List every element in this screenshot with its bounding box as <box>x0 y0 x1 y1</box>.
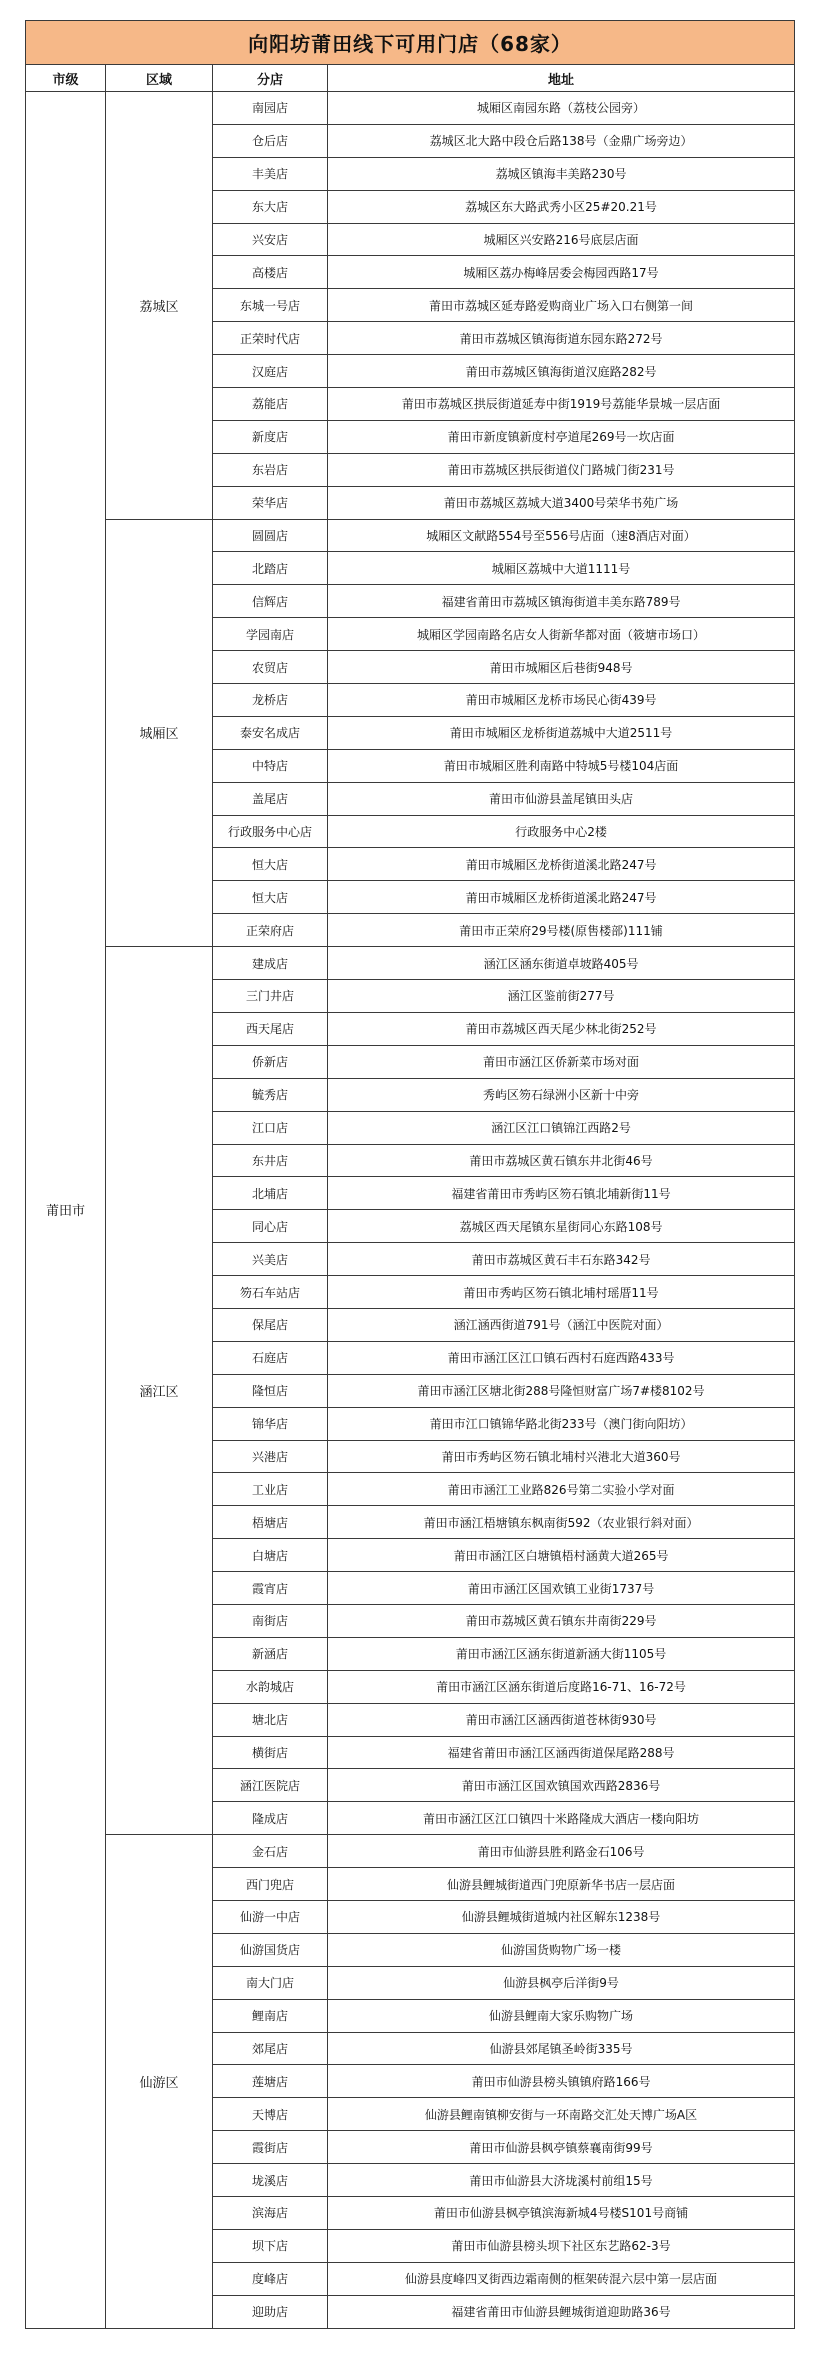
store-cell: 盖尾店 <box>213 782 328 815</box>
address-cell: 莆田市荔城区镇海街道东园东路272号 <box>328 322 795 355</box>
store-cell: 隆恒店 <box>213 1374 328 1407</box>
address-cell: 城厢区学园南路名店女人街新华都对面（筱塘市场口） <box>328 618 795 651</box>
address-cell: 城厢区荔城中大道1111号 <box>328 552 795 585</box>
area-cell: 仙游区 <box>106 1835 213 2328</box>
store-cell: 西天尾店 <box>213 1012 328 1045</box>
store-cell: 兴美店 <box>213 1243 328 1276</box>
store-cell: 仙游一中店 <box>213 1900 328 1933</box>
area-cell: 涵江区 <box>106 947 213 1835</box>
address-cell: 莆田市新度镇新度村亭道尾269号一坎店面 <box>328 420 795 453</box>
store-cell: 横街店 <box>213 1736 328 1769</box>
address-cell: 仙游县鲤南大家乐购物广场 <box>328 1999 795 2032</box>
store-cell: 笏石车站店 <box>213 1276 328 1309</box>
address-cell: 福建省莆田市涵江区涵西街道保尾路288号 <box>328 1736 795 1769</box>
store-cell: 农贸店 <box>213 651 328 684</box>
store-cell: 莲塘店 <box>213 2065 328 2098</box>
store-cell: 北埔店 <box>213 1177 328 1210</box>
header-address: 地址 <box>328 65 795 92</box>
page-title: 向阳坊莆田线下可用门店（68家） <box>26 21 795 65</box>
address-cell: 莆田市仙游县榜头坝下社区东艺路62-3号 <box>328 2229 795 2262</box>
store-cell: 霞街店 <box>213 2131 328 2164</box>
store-cell: 行政服务中心店 <box>213 815 328 848</box>
address-cell: 莆田市仙游县胜利路金石106号 <box>328 1835 795 1868</box>
store-cell: 白塘店 <box>213 1539 328 1572</box>
store-cell: 金石店 <box>213 1835 328 1868</box>
address-cell: 莆田市荔城区拱辰街道仪门路城门街231号 <box>328 453 795 486</box>
address-cell: 莆田市涵江区白塘镇梧村涵黄大道265号 <box>328 1539 795 1572</box>
store-cell: 霞宵店 <box>213 1572 328 1605</box>
store-cell: 学园南店 <box>213 618 328 651</box>
header-area: 区域 <box>106 65 213 92</box>
address-cell: 秀屿区笏石绿洲小区新十中旁 <box>328 1078 795 1111</box>
store-cell: 南街店 <box>213 1604 328 1637</box>
address-cell: 莆田市仙游县大济垅溪村前组15号 <box>328 2164 795 2197</box>
address-cell: 福建省莆田市秀屿区笏石镇北埔新街11号 <box>328 1177 795 1210</box>
address-cell: 莆田市荔城区镇海街道汉庭路282号 <box>328 355 795 388</box>
address-cell: 莆田市秀屿区笏石镇北埔村瑶厝11号 <box>328 1276 795 1309</box>
store-cell: 兴安店 <box>213 223 328 256</box>
address-cell: 仙游县郊尾镇圣岭街335号 <box>328 2032 795 2065</box>
store-cell: 郊尾店 <box>213 2032 328 2065</box>
address-cell: 荔城区西天尾镇东星街同心东路108号 <box>328 1210 795 1243</box>
store-cell: 滨海店 <box>213 2197 328 2230</box>
address-cell: 仙游县鲤南镇柳安街与一环南路交汇处天博广场A区 <box>328 2098 795 2131</box>
address-cell: 城厢区荔办梅峰居委会梅园西路17号 <box>328 256 795 289</box>
address-cell: 莆田市江口镇锦华路北街233号（澳门街向阳坊） <box>328 1407 795 1440</box>
store-cell: 泰安名成店 <box>213 716 328 749</box>
address-cell: 莆田市涵江工业路826号第二实验小学对面 <box>328 1473 795 1506</box>
store-cell: 毓秀店 <box>213 1078 328 1111</box>
store-cell: 迎助店 <box>213 2295 328 2328</box>
store-cell: 梧塘店 <box>213 1506 328 1539</box>
address-cell: 福建省莆田市仙游县鲤城街道迎助路36号 <box>328 2295 795 2328</box>
store-cell: 保尾店 <box>213 1308 328 1341</box>
address-cell: 莆田市秀屿区笏石镇北埔村兴港北大道360号 <box>328 1440 795 1473</box>
address-cell: 莆田市涵江区涵东街道后度路16-71、16-72号 <box>328 1670 795 1703</box>
address-cell: 城厢区文献路554号至556号店面（速8酒店对面） <box>328 519 795 552</box>
address-cell: 城厢区兴安路216号底层店面 <box>328 223 795 256</box>
address-cell: 莆田市仙游县枫亭镇蔡襄南街99号 <box>328 2131 795 2164</box>
store-cell: 兴港店 <box>213 1440 328 1473</box>
address-cell: 莆田市荔城区荔城大道3400号荣华书苑广场 <box>328 486 795 519</box>
table-row <box>26 947 795 980</box>
store-cell: 高楼店 <box>213 256 328 289</box>
store-cell: 南大门店 <box>213 1966 328 1999</box>
city-cell: 莆田市 <box>26 92 106 2329</box>
address-cell: 城厢区南园东路（荔枝公园旁） <box>328 92 795 125</box>
table-row <box>26 1835 795 1868</box>
address-cell: 行政服务中心2楼 <box>328 815 795 848</box>
store-cell: 天博店 <box>213 2098 328 2131</box>
store-cell: 度峰店 <box>213 2262 328 2295</box>
store-cell: 石庭店 <box>213 1341 328 1374</box>
store-cell: 三门井店 <box>213 980 328 1013</box>
address-cell: 莆田市涵江区江口镇石西村石庭西路433号 <box>328 1341 795 1374</box>
store-cell: 荔能店 <box>213 388 328 421</box>
address-cell: 莆田市城厢区胜利南路中特城5号楼104店面 <box>328 749 795 782</box>
store-cell: 信辉店 <box>213 585 328 618</box>
address-cell: 仙游县鲤城街道西门兜原新华书店一层店面 <box>328 1868 795 1901</box>
address-cell: 莆田市荔城区延寿路爱购商业广场入口右侧第一间 <box>328 289 795 322</box>
store-cell: 工业店 <box>213 1473 328 1506</box>
address-cell: 仙游县枫亭后洋街9号 <box>328 1966 795 1999</box>
address-cell: 涵江区涵东街道卓坡路405号 <box>328 947 795 980</box>
store-cell: 仙游国货店 <box>213 1933 328 1966</box>
store-cell: 垅溪店 <box>213 2164 328 2197</box>
store-cell: 南园店 <box>213 92 328 125</box>
store-cell: 建成店 <box>213 947 328 980</box>
store-cell: 仓后店 <box>213 124 328 157</box>
area-cell: 荔城区 <box>106 92 213 520</box>
address-cell: 仙游国货购物广场一楼 <box>328 1933 795 1966</box>
address-cell: 仙游县度峰四叉街西边霜南侧的框架砖混六层中第一层店面 <box>328 2262 795 2295</box>
header-city: 市级 <box>26 65 106 92</box>
area-cell: 城厢区 <box>106 519 213 947</box>
store-cell: 圆圆店 <box>213 519 328 552</box>
address-cell: 莆田市荔城区黄石镇东井北街46号 <box>328 1144 795 1177</box>
store-cell: 恒大店 <box>213 881 328 914</box>
store-cell: 恒大店 <box>213 848 328 881</box>
store-cell: 龙桥店 <box>213 684 328 717</box>
address-cell: 涵江涵西街道791号（涵江中医院对面） <box>328 1308 795 1341</box>
address-cell: 莆田市荔城区黄石丰石东路342号 <box>328 1243 795 1276</box>
address-cell: 莆田市正荣府29号楼(原售楼部)111铺 <box>328 914 795 947</box>
address-cell: 莆田市荔城区西天尾少林北街252号 <box>328 1012 795 1045</box>
store-cell: 坝下店 <box>213 2229 328 2262</box>
address-cell: 莆田市涵江区涵东街道新涵大街1105号 <box>328 1637 795 1670</box>
store-cell: 中特店 <box>213 749 328 782</box>
store-cell: 江口店 <box>213 1111 328 1144</box>
address-cell: 莆田市仙游县枫亭镇滨海新城4号楼S101号商铺 <box>328 2197 795 2230</box>
address-cell: 莆田市仙游县榜头镇镇府路166号 <box>328 2065 795 2098</box>
address-cell: 莆田市涵江区江口镇四十米路隆成大酒店一楼向阳坊 <box>328 1802 795 1835</box>
store-cell: 北踏店 <box>213 552 328 585</box>
store-list-sheet <box>25 20 794 2329</box>
table-row <box>26 92 795 125</box>
store-cell: 锦华店 <box>213 1407 328 1440</box>
header-store: 分店 <box>213 65 328 92</box>
store-cell: 侨新店 <box>213 1045 328 1078</box>
address-cell: 莆田市城厢区后巷街948号 <box>328 651 795 684</box>
store-cell: 东大店 <box>213 190 328 223</box>
store-cell: 水韵城店 <box>213 1670 328 1703</box>
address-cell: 涵江区鉴前街277号 <box>328 980 795 1013</box>
store-cell: 鲤南店 <box>213 1999 328 2032</box>
store-cell: 同心店 <box>213 1210 328 1243</box>
address-cell: 莆田市涵江区涵西街道苍林街930号 <box>328 1703 795 1736</box>
store-table <box>25 20 795 2329</box>
address-cell: 仙游县鲤城街道城内社区解东1238号 <box>328 1900 795 1933</box>
address-cell: 莆田市涵江区国欢镇工业街1737号 <box>328 1572 795 1605</box>
store-cell: 新度店 <box>213 420 328 453</box>
store-cell: 新涵店 <box>213 1637 328 1670</box>
store-cell: 东岩店 <box>213 453 328 486</box>
address-cell: 涵江区江口镇锦江西路2号 <box>328 1111 795 1144</box>
address-cell: 莆田市城厢区龙桥街道溪北路247号 <box>328 881 795 914</box>
address-cell: 莆田市涵江区塘北街288号隆恒财富广场7#楼8102号 <box>328 1374 795 1407</box>
address-cell: 莆田市城厢区龙桥市场民心街439号 <box>328 684 795 717</box>
address-cell: 莆田市仙游县盖尾镇田头店 <box>328 782 795 815</box>
store-cell: 正荣府店 <box>213 914 328 947</box>
store-cell: 丰美店 <box>213 157 328 190</box>
store-table-body <box>26 92 795 2329</box>
store-cell: 东城一号店 <box>213 289 328 322</box>
store-cell: 汉庭店 <box>213 355 328 388</box>
address-cell: 莆田市涵江梧塘镇东枫南街592（农业银行斜对面） <box>328 1506 795 1539</box>
address-cell: 莆田市涵江区国欢镇国欢西路2836号 <box>328 1769 795 1802</box>
store-cell: 西门兜店 <box>213 1868 328 1901</box>
store-cell: 塘北店 <box>213 1703 328 1736</box>
address-cell: 荔城区镇海丰美路230号 <box>328 157 795 190</box>
address-cell: 莆田市城厢区龙桥街道溪北路247号 <box>328 848 795 881</box>
address-cell: 荔城区北大路中段仓后路138号（金鼎广场旁边） <box>328 124 795 157</box>
address-cell: 莆田市城厢区龙桥街道荔城中大道2511号 <box>328 716 795 749</box>
address-cell: 莆田市荔城区拱辰街道延寿中街1919号荔能华景城一层店面 <box>328 388 795 421</box>
address-cell: 莆田市荔城区黄石镇东井南街229号 <box>328 1604 795 1637</box>
store-cell: 涵江医院店 <box>213 1769 328 1802</box>
store-cell: 正荣时代店 <box>213 322 328 355</box>
store-cell: 荣华店 <box>213 486 328 519</box>
address-cell: 福建省莆田市荔城区镇海街道丰美东路789号 <box>328 585 795 618</box>
address-cell: 莆田市涵江区侨新菜市场对面 <box>328 1045 795 1078</box>
store-cell: 隆成店 <box>213 1802 328 1835</box>
table-row <box>26 519 795 552</box>
address-cell: 荔城区东大路武秀小区25#20.21号 <box>328 190 795 223</box>
store-cell: 东井店 <box>213 1144 328 1177</box>
